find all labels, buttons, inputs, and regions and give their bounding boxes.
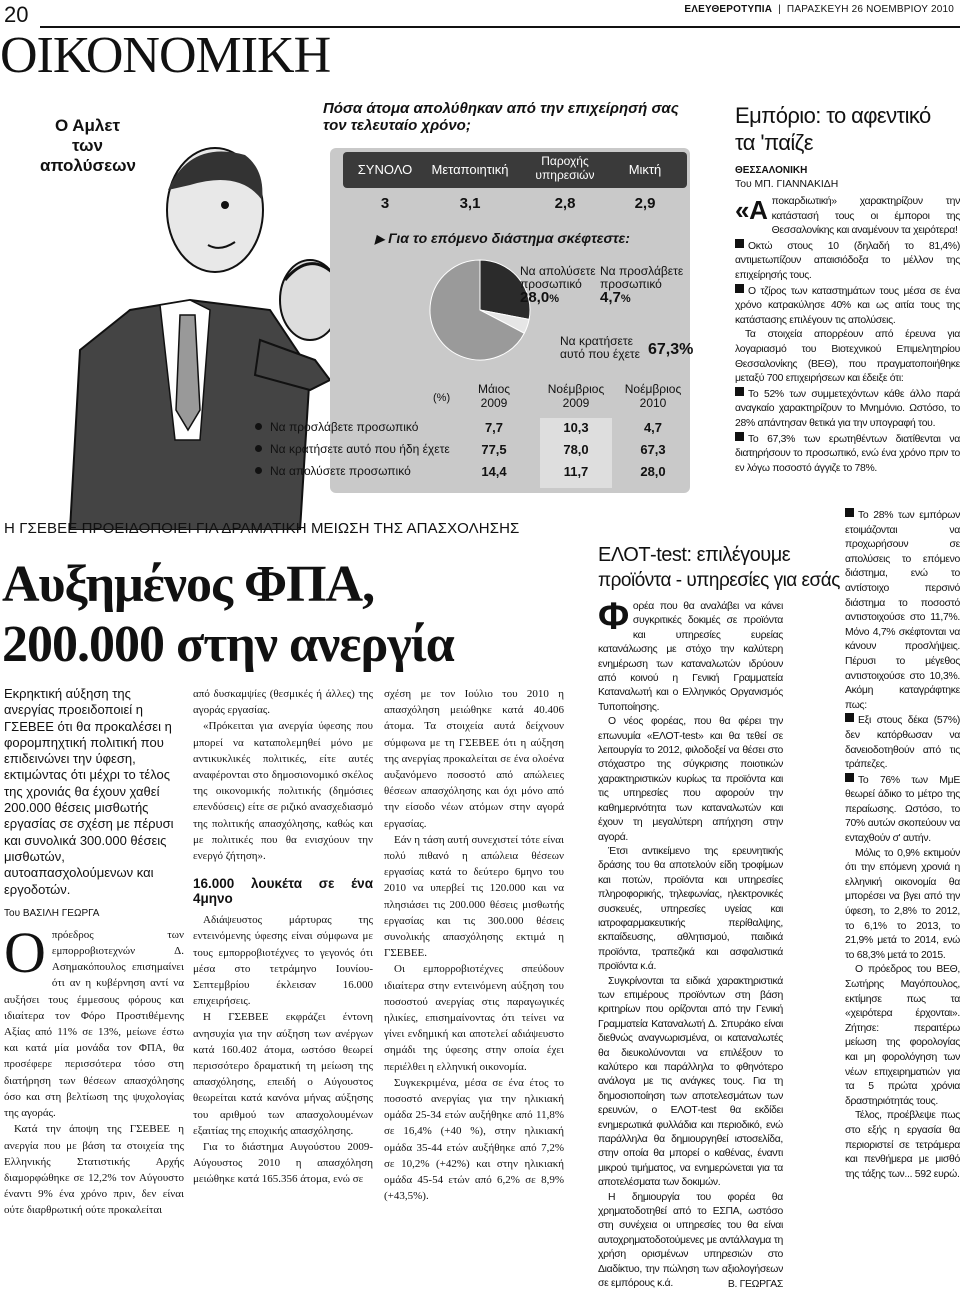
value-manufacturing: 3,1 [459, 195, 481, 212]
table-row: Να απολύσετε προσωπικό 14,4 11,7 28,0 [255, 464, 695, 486]
pie-label-keep-text: Να κρατήσετε αυτό που έχετε [560, 334, 641, 361]
main-dropcap: Ο [4, 919, 46, 985]
page-number: 20 [4, 2, 29, 27]
main-byline: Του ΒΑΣΙΛΗ ΓΕΩΡΓΑ [4, 907, 100, 919]
main-headline-2: 200.000 στην ανεργία [2, 616, 454, 673]
value-mixed: 2,9 [634, 195, 656, 212]
issue-date: ΠΑΡΑΣΚΕΥΗ 26 ΝΟΕΜΒΡΙΟΥ 2010 [786, 4, 954, 15]
category-manufacturing: Μεταποιητική [431, 162, 509, 177]
header-paper-date: ΕΛΕΥΘΕΡΟΤΥΠΙΑ | ΠΑΡΑΣΚΕΥΗ 26 ΝΟΕΜΒΡΙΟΥ 2010 [684, 4, 954, 15]
main-col1-body: Ο πρόεδρος των εμπορροβιοτεχνών Δ. Ασημακόπουλος επισημαίνει ότι αν η κυβέρνηση αντί να αυξήσει τους έμμεσους φόρους και ιδιαίτερα τον Φόρο Προστιθέμενης Αξίας από 11% σε 13%, μείωνε έστω και κατά μία μονάδα τον ΦΠΑ, θα προσέφερε περισσότερα τόσο στη διατήρηση των θέσεων απασχόλησης όσο και στη βελτίωση της ψυχολογίας της αγοράς. Κατά την άποψη της ΓΣΕΒΕΕ η ανεργία που με βάση τα στοιχεία της Ελληνικής Στατιστικής Αρχής διαμορφώθηκε σε 12,2% τον Αύγουστο έναντι 9% ένα χρόνο πριν, δεν είναι ούτε διαρθρωτική ούτε προκαλείται [4, 919, 184, 1217]
pie-label-keep-value: 67,3% [648, 341, 694, 358]
bullet-dot [255, 467, 262, 474]
table-header-may09: Μάιος 2009 [477, 382, 511, 410]
value-total: 3 [380, 195, 390, 212]
table-header-nov09: Νοέμβριος 2009 [547, 382, 605, 410]
bullet-dot [255, 445, 262, 452]
next-period-text: Για το επόμενο διάστημα σκέφτεστε: [388, 230, 630, 246]
elot-byline: Β. ΓΕΩΡΓΑΣ [727, 1278, 783, 1290]
right-dateline: ΘΕΣΣΑΛΟΝΙΚΗ [735, 165, 808, 176]
right-headline-2: τα 'παίζε [735, 130, 813, 155]
category-mixed: Μικτή [628, 162, 662, 177]
pie-label-hire-text: Να προσλάβετε προσωπικό [600, 264, 684, 291]
pie-label-keep [560, 335, 695, 361]
next-period-title [375, 230, 630, 246]
main-subhead: 16.000 λουκέτα σε ένα 4μηνο [193, 876, 373, 907]
bullet-square [735, 432, 744, 441]
elot-headline-2: προϊόντα - υπηρεσίες για εσάς [598, 570, 840, 591]
bullet-square [735, 239, 744, 248]
bullet-square [735, 284, 744, 293]
bullet-square [845, 508, 854, 517]
main-headline-1: Αυξημένος ΦΠΑ, [2, 556, 375, 613]
right-headline-1: Εμπόριο: το αφεντικό [735, 103, 931, 128]
bullet-square [845, 773, 854, 782]
elot-headline-1: ΕΛΟΤ-test: επιλέγουμε [598, 544, 791, 566]
bullet-square [845, 713, 854, 722]
right-byline: Του ΜΠ. ΓΙΑΝΝΑΚΙΔΗ [735, 179, 839, 190]
main-lead: Εκρηκτική αύξηση της ανεργίας προειδοποιεί η ΓΣΕΒΕΕ ότι θα προκαλέσει η φορομπηχτική πολιτική που επιδεινώνει την ύφεση, εκτιμώντας ότι μέχρι το τέλος της χρονιάς θα έχουν χαθεί 200.000 θέσεις μισθωτής εργασίας σε σχέση με πέρυσι και συνολικά 300.000 θέσεις μισθωτών, αυτοαπασχολούμενων και εργοδοτών. [4, 686, 174, 897]
right-body-narrow: Το 28% των εμπόρων ετοιμάζονται να προχωρήσουν σε απολύσεις το επόμενο διάστημα, ενώ το αντίστοιχο περσινό διάστημα το ποσοστό αντιστοιχούσε στο 11,7%. Μόνο 4,7% σκέφτονται να κάνουν προσλήψεις. Πέρυσι το μέγεθος αντιστοιχούσε στο 10,3%. Ακόμη καταγράφτηκε πως: Εξι στους δέκα (57%) δεν κατόρθωσαν να δανειοδοτηθούν από τις τράπεζες. Το 76% των ΜμΕ θεωρεί άδικο το μέτρο της περαίωσης. Ωστόσο, το 70% αυτών σκοπεύουν να ενταχθούν σ' αυτήν. Μόλις το 0,9% εκτιμούν ότι την επόμενη χρονιά η ελληνική οικονομία θα μπορέσει να βγει από την ύφεση, το 2,8% το 2012, το 6,1% το 2013, το 21,9% μετά το 2014, ενώ το 68,3% μετά το 2015. Ο πρόεδρος του ΒΕΘ, Σωτήρης Μαγόπουλος, εκτίμησε πως τα «χειρότερα έρχονται». Ζήτησε: περαιτέρω μείωση της φορολογίας και μη φορολόγηση των νέων επιχειρηματιών για τα 5 πρώτα χρόνια δραστηριότητάς τους. Τέλος, προέβλεψε πως στο εξής η εργασία θα περιοριστεί σε τετράμερα και πενθήμερα με μισθό της τάξης των... 592 ευρώ. [845, 510, 960, 1180]
main-column-3: σχέση με τον Ιούλιο του 2010 η απασχόληση μειώθηκε κατά 40.406 άτομα. Τα στοιχεία αυτά δείχνουν σύμφωνα με τη ΓΣΕΒΕΕ ότι η αύξηση της ανεργίας προκαλείται σε ένα ολοένα αυξανόμενο ποσοστό από απώλειες θέσεων απασχόλησης και όχι μόνο από την είσοδο νέων ατόμων στην αγορά εργασίας. Εάν η τάση αυτή συνεχιστεί τότε είναι πολύ πιθανό η απώλεια θέσεων εργασίας κατά το δεύτερο 6μηνο του 2010 να υπερβεί τις 120.000 και να πλησιάσει τις 200.000 θέσεις μισθωτής εργασίας και τις 300.000 θέσεις συνολικής απασχόλησης εκτιμά η ΓΣΕΒΕΕ. Οι εμπορροβιοτέχνες σπεύδουν ιδιαίτερα στην εντεινόμενη αύξηση του ποσοστού ανεργίας στις παραγωγικές ηλικίες, επισημαίνοντας ότι τείνει να γίνει ενδημική και αποτελεί αδιάψευστο σημάδι της ύφεσης στην οποία έχει περιέλθει η ελληνική οικονομία. Συγκεκριμένα, μέσα σε ένα έτος το ποσοστό ανεργίας για την ηλικιακή ομάδα 25-34 ετών αυξήθηκε από 11,8% σε 16,4% (+40 %), στην ηλικιακή ομάδα 35-44 ετών αυξήθηκε από 7,2% σε 10,2% (+42%) και στην ηλικιακή ομάδα 45-54 ετών από 6,2% σε 8,9% (+43,5%). [384, 688, 564, 1203]
table-header-nov10: Νοέμβριος 2010 [624, 382, 682, 410]
pie-label-hire [600, 265, 700, 306]
table-row: Να κρατήσετε αυτό που ήδη έχετε 77,5 78,0 67,3 [255, 442, 695, 464]
arrow-right-icon: ▶ [375, 232, 385, 246]
table-row: Να προσλάβετε προσωπικό 7,7 10,3 4,7 [255, 420, 695, 442]
infographic [255, 100, 695, 495]
section-title: ΟΙΚΟΝΟΜΙΚΗ [0, 27, 331, 84]
main-column-2: από δυσκαμψίες (θεσμικές ή άλλες) της αγοράς εργασίας. «Πρόκειται για ανεργία ύφεσης που μπορεί να καταπολεμηθεί μόνο με αντικυκλικές πολιτικές, είτε αυτές αναφέρονται στο δημοσιονομικό σκέλος της οικονομικής πολιτικής (δημόσιες επενδύσεις) είτε σε ριζικό ανασχεδιασμό της πολιτικής απασχόλησης, καθώς και με πολιτικές που θα ενισχύουν την ενεργό ζήτηση». 16.000 λουκέτα σε ένα 4μηνο Αδιάψευστος μάρτυρας της εντεινόμενης ύφεσης είναι σύμφωνα με τους εμπορροβιοτέχνες το γεγονός ότι μέσα στο τετράμηνο Ιουνίου-Σεπτεμβρίου έκλεισαν 16.000 επιχειρήσεις. Η ΓΣΕΒΕΕ εκφράζει έντονη ανησυχία για την αύξηση των ανέργων κατά 160.402 άτομα, ωστόσο θεωρεί περισσότερο δραματική τη μείωση της απασχόλησης, επειδή ο Αύγουστος θεωρείται κατά κανόνα μήνας αύξησης του αριθμού των απασχολουμένων εξαιτίας της εποχικής απασχόλησης. Για το διάστημα Αυγούστου 2009-Αύγουστος 2010 η απασχόληση μειώθηκε κατά 165.356 άτομα, ενώ σε [193, 688, 373, 1186]
elot-body: Φ ορέα που θα αναλάβει να κάνει συγκριτικές δοκιμές σε προϊόντα και υπηρεσίες ευρείας κατανάλωσης με στόχο την καλύτερη ενημέρωση των καταναλωτών ιδρύουν από κοινού η Γενική Γραμματεία Καταναλωτή και ο Ελληνικός Οργανισμός Τυποποίησης. Ο νέος φορέας, που θα φέρει την επωνυμία «ΕΛΟΤ-test» και θα τεθεί σε λειτουργία το 2012, φιλοδοξεί να θέσει στο στόχαστρο της σύγκρισης ποιοτικών χαρακτηριστικών κυρίως τα προϊόντα και τις υπηρεσίες που αφορούν την καθημερινότητα των καταναλωτών και έχουν τη μεγαλύτερη απήχηση στην αγορά. Έτσι αντικείμενο της ερευνητικής δράσης του θα αποτελούν είδη τροφίμων και ποτών, προϊόντα και υπηρεσίες πληροφορικής, τηλεφωνίας, ηλεκτρονικές συσκευές, υπηρεσίες υγείας και ιατροφαρμακευτικής περίθαλψης, εκπαίδευσης, αθλητισμού, παιδικά προϊόντα, τραπεζικά και ασφαλιστικά προϊόντα κ.ά. Συγκρίνονται τα ειδικά χαρακτηριστικά των επιμέρους προϊόντων στη βάση κριτηρίων που ορίζονται από την Γενική Γραμματεία Καταναλωτή Δ. Σπυράκο είναι διεθνώς αναγνωρισμένα, οι καταναλωτές θα διευκολύνονται να επιλέξουν το καλύτερο και παράλληλα το φθηνότερο ανάλογα με τις ανάγκες τους. Για τη δημοσιοποίηση των αποτελεσμάτων των ερευνών, ο ΕΛΟΤ-test θα εκδίδει ενημερωτικά φυλλάδια και περιοδικό, ενώ παράλληλα θα δημιουργηθεί ιστοσελίδα, στην οποία θα μπορεί ο καθένας, έναντι μικρού τιμήματος, να ενημερώνεται για τα αποτελέσματα των δοκιμών. Η δημιουργία του φορέα θα χρηματοδοτηθεί από το ΕΣΠΑ, ωστόσο στη συνέχεια οι υπηρεσίες του θα είναι αυτοχρηματοδοτούμενες με αντάλλαγμα τη χρήση ορισμένων υπηρεσιών στο Διαδίκτυο, την πώληση των αξιολογήσεων σε εμπόρους κ.ά. Β. ΓΕΩΡΓΑΣ [598, 600, 783, 1292]
pie-label-hire-value: 4,7% [600, 289, 631, 306]
pie-label-fire-text: Να απολύσετε προσωπικό [520, 264, 596, 291]
bullet-dot [255, 423, 262, 430]
paper-name: ΕΛΕΥΘΕΡΟΤΥΠΙΑ [684, 4, 773, 15]
elot-dropcap: Φ [598, 596, 629, 638]
pie-label-fire-value: 28,0% [520, 289, 559, 306]
right-body-top: «Α ποκαρδιωτική» χαρακτηρίζουν την κατάστασή τους οι έμποροι της Θεσσαλονίκης και αναμένουν τα χειρότερα! Οκτώ στους 10 (δηλαδή το 81,4%) αντιμετωπίζουν απαισιόδοξα το μέλλον της επιχείρησής τους. Ο τζίρος των καταστημάτων τους μέσα σε ένα χρόνο κατρακύλησε 40% και ως αιτία τους της κατάστασης επιλέγουν τις απολύσεις. Τα στοιχεία απορρέουν από έρευνα για λογαριασμό του Βιοτεχνικού Επιμελητηρίου Θεσσαλονίκης (ΒΕΘ), που πραγματοποιήθηκε μεταξύ 700 επιχειρήσεων και έδειξε ότι: Το 52% των συμμετεχόντων κάθε άλλο παρά αναγκαίο χαρακτηρίζουν το Μνημόνιο. Ωστόσο, το 28% απάντησαν θετικά για την υπογραφή του. Το 67,3% των ερωτηθέντων διατίθενται να διατηρήσουν το προσωπικό, ενώ ένα χρόνο πριν το εν λόγω ποσοστό άγγιζε το 78%. [735, 195, 960, 474]
table-unit: (%) [433, 392, 451, 404]
category-total: ΣΥΝΟΛΟ [357, 162, 413, 177]
cartoon-caption: Ο Αμλετ των απολύσεων [40, 116, 136, 175]
value-services: 2,8 [554, 195, 576, 212]
infographic-question: Πόσα άτομα απολύθηκαν από την επιχείρησή σας τον τελευταίο χρόνο; [323, 100, 679, 134]
pie-chart [425, 255, 535, 365]
main-kicker: Η ΓΣΕΒΕΕ ΠΡΟΕΙΔΟΠΟΙΕΙ ΓΙΑ ΔΡΑΜΑΤΙΚΗ ΜΕΙΩΣΗ ΤΗΣ ΑΠΑΣΧΟΛΗΣΗΣ [4, 520, 520, 537]
category-services: Παροχής υπηρεσιών [535, 154, 595, 182]
right-headline [735, 102, 960, 156]
main-column-1 [4, 686, 184, 1219]
bullet-square [735, 387, 744, 396]
right-quote-dropcap: «Α [735, 195, 768, 225]
